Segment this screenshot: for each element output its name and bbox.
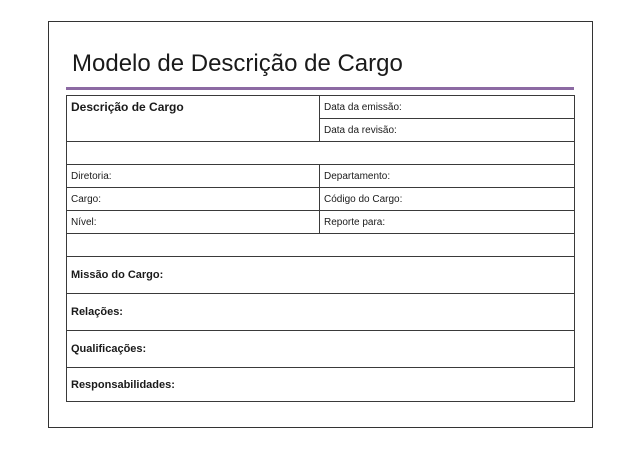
job-description-form — [66, 95, 575, 402]
slide-frame — [48, 21, 593, 428]
title-divider — [66, 87, 574, 90]
blank-row — [67, 142, 575, 165]
responsabilidades-field[interactable]: Responsabilidades: — [67, 368, 575, 402]
qualificacoes-field[interactable]: Qualificações: — [67, 331, 575, 368]
departamento-field[interactable]: Departamento: — [320, 165, 575, 188]
nivel-field[interactable]: Nível: — [67, 211, 320, 234]
relacoes-field[interactable]: Relações: — [67, 294, 575, 331]
diretoria-field[interactable]: Diretoria: — [67, 165, 320, 188]
page-title: Modelo de Descrição de Cargo — [72, 50, 403, 77]
form-heading: Descrição de Cargo — [67, 96, 320, 142]
missao-field[interactable]: Missão do Cargo: — [67, 257, 575, 294]
reporte-field[interactable]: Reporte para: — [320, 211, 575, 234]
codigo-cargo-field[interactable]: Código do Cargo: — [320, 188, 575, 211]
emission-date-field[interactable]: Data da emissão: — [320, 96, 575, 119]
cargo-field[interactable]: Cargo: — [67, 188, 320, 211]
revision-date-field[interactable]: Data da revisão: — [320, 119, 575, 142]
blank-row — [67, 234, 575, 257]
